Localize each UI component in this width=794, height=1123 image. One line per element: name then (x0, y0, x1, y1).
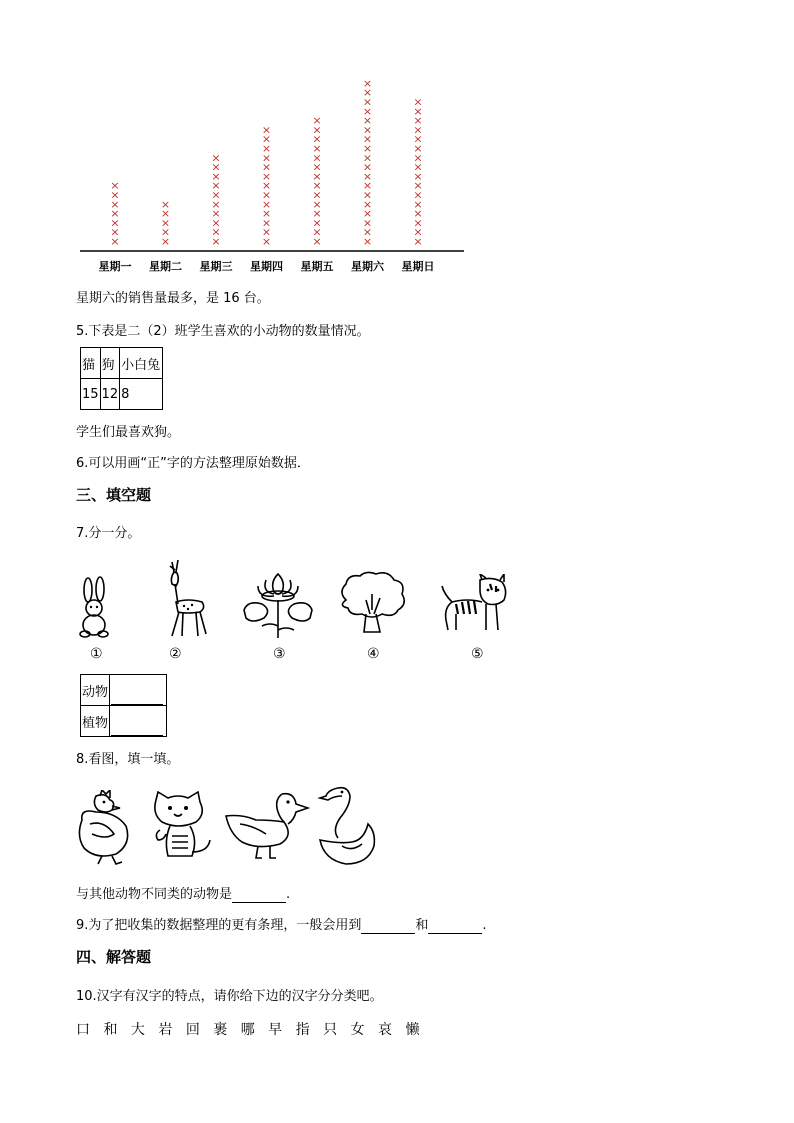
x-mark: × (261, 197, 272, 211)
q5-table (80, 347, 163, 410)
x-mark: × (261, 142, 272, 155)
x-mark: × (312, 188, 322, 202)
category-label: 星期四 (250, 260, 283, 273)
character: 和 (103, 1022, 118, 1038)
q4-statement: 星期六的销售量最多，是 16 台。 (76, 291, 270, 306)
cat-icon (146, 790, 216, 866)
q7-answer-plants[interactable] (111, 735, 163, 736)
character: 只 (323, 1022, 338, 1038)
section-3-title: 三、填空题 (76, 486, 152, 504)
x-mark: × (362, 76, 373, 90)
q7-label-plants: 植物 (81, 706, 110, 737)
x-mark: × (110, 225, 120, 239)
x-mark: × (413, 169, 423, 183)
x-mark: × (413, 197, 423, 211)
x-mark: × (413, 142, 423, 155)
q7-answer-animals[interactable] (111, 704, 163, 705)
category-label: 星期二 (149, 260, 182, 273)
picture-number-1: ① (90, 646, 103, 662)
x-mark: × (110, 179, 120, 193)
x-mark: × (312, 207, 322, 221)
q9-answer-blank-1[interactable] (361, 933, 415, 934)
x-mark: × (362, 235, 373, 248)
x-mark: × (312, 225, 322, 239)
x-mark: × (261, 169, 272, 183)
x-mark: × (362, 207, 373, 221)
x-mark: × (160, 235, 171, 248)
x-mark: × (211, 197, 221, 211)
q8-statement-text: 与其他动物不同类的动物是 (76, 887, 233, 902)
x-mark: × (413, 207, 423, 221)
q5-statement: 学生们最喜欢狗。 (76, 425, 181, 440)
q7-prompt: 7.分一分。 (76, 526, 141, 541)
x-mark: × (160, 207, 171, 221)
x-mark: × (160, 225, 171, 239)
q7-row-plants (81, 706, 167, 737)
q5-value-row (81, 379, 163, 410)
x-mark: × (413, 160, 423, 174)
x-mark: × (211, 179, 221, 193)
x-mark: × (261, 123, 272, 137)
q5-header-dog: 狗 (100, 348, 120, 379)
x-mark: × (413, 225, 423, 239)
x-mark: × (413, 235, 423, 248)
character: 哀 (377, 1022, 392, 1038)
x-mark: × (362, 225, 373, 239)
category-label: 星期三 (199, 260, 233, 273)
swan-icon (312, 784, 378, 870)
x-mark: × (413, 151, 423, 165)
q9-statement (76, 918, 487, 934)
x-mark: × (312, 123, 322, 137)
q9-statement-and: 和 (415, 918, 429, 933)
q5-header-rabbit: 小白兔 (120, 348, 163, 379)
x-mark: × (413, 95, 423, 109)
x-mark: × (312, 197, 322, 211)
x-mark: × (110, 188, 120, 202)
x-mark: × (110, 235, 120, 248)
q8-answer-blank[interactable] (232, 902, 286, 903)
x-mark: × (362, 123, 373, 137)
x-mark: × (362, 179, 373, 193)
x-mark: × (110, 207, 120, 221)
q7-row-animals (81, 675, 167, 706)
chicken-icon (76, 790, 140, 866)
lotus-icon (240, 570, 316, 640)
q10-prompt: 10.汉字有汉字的特点，请你给下边的汉字分分类吧。 (76, 989, 383, 1004)
x-mark: × (362, 197, 373, 211)
character: 大 (130, 1022, 145, 1038)
x-mark: × (312, 179, 322, 193)
character: 早 (268, 1022, 283, 1038)
character: 指 (295, 1022, 310, 1038)
q9-statement-text: 9.为了把收集的数据整理的更有条理，一般会用到 (76, 918, 362, 933)
x-mark: × (362, 86, 373, 100)
x-mark: × (261, 151, 272, 165)
q6-statement: 6.可以用画“正”字的方法整理原始数据． (76, 456, 310, 471)
character: 哪 (240, 1022, 255, 1038)
q7-label-animals: 动物 (81, 675, 110, 706)
x-mark: × (110, 216, 120, 230)
x-mark: × (413, 188, 423, 202)
category-label: 星期五 (300, 260, 334, 273)
character: 懒 (405, 1022, 420, 1038)
picture-number-3: ③ (273, 646, 286, 662)
x-mark: × (211, 169, 221, 183)
q5-header-row (81, 348, 163, 379)
x-mark: × (211, 235, 221, 248)
x-mark: × (312, 142, 322, 155)
picture-number-5: ⑤ (471, 646, 484, 662)
character: 女 (350, 1022, 365, 1038)
x-mark: × (261, 179, 272, 193)
x-mark: × (160, 197, 171, 211)
x-mark: × (261, 216, 272, 230)
x-mark: × (261, 132, 272, 146)
q10-character-list (76, 1019, 428, 1039)
tiger-icon (440, 574, 510, 632)
duck-icon (222, 790, 310, 862)
q8-statement-end: . (286, 887, 291, 902)
x-mark: × (312, 114, 322, 128)
x-mark: × (261, 207, 272, 221)
x-mark: × (413, 216, 423, 230)
q5-prompt: 5.下表是二（2）班学生喜欢的小动物的数量情况。 (76, 324, 370, 339)
x-mark: × (362, 160, 373, 174)
deer-icon (158, 558, 210, 640)
x-mark: × (211, 160, 221, 174)
category-label: 星期日 (401, 260, 435, 273)
x-mark: × (362, 104, 373, 118)
x-mark: × (211, 188, 221, 202)
character: 裹 (213, 1022, 228, 1038)
x-mark: × (413, 123, 423, 137)
x-mark: × (211, 225, 221, 239)
x-mark: × (362, 216, 373, 230)
category-label: 星期六 (351, 260, 384, 273)
q9-answer-blank-2[interactable] (428, 933, 482, 934)
character: 岩 (158, 1022, 173, 1038)
q5-value-rabbit: 8 (120, 379, 163, 410)
q7-classification-table (80, 674, 167, 737)
x-mark: × (413, 104, 423, 118)
section-4-title: 四、解答题 (76, 948, 152, 966)
character: 口 (76, 1022, 90, 1038)
x-mark: × (312, 216, 322, 230)
x-mark: × (211, 207, 221, 221)
x-mark: × (160, 216, 171, 230)
x-mark: × (312, 151, 322, 165)
sales-pictograph-chart (70, 70, 470, 280)
tree-icon (336, 570, 408, 636)
x-mark: × (211, 151, 221, 165)
x-mark: × (312, 160, 322, 174)
x-mark: × (261, 235, 272, 248)
x-mark: × (362, 188, 373, 202)
x-mark: × (362, 142, 373, 155)
x-mark: × (413, 132, 423, 146)
picture-number-2: ② (169, 646, 182, 662)
x-mark: × (413, 179, 423, 193)
x-mark: × (362, 132, 373, 146)
x-mark: × (362, 114, 373, 128)
q5-header-cat: 猫 (81, 348, 101, 379)
q5-value-cat: 15 (81, 379, 101, 410)
q8-prompt: 8.看图，填一填。 (76, 752, 180, 767)
q9-statement-end: . (482, 918, 487, 933)
x-mark: × (413, 114, 423, 128)
x-mark: × (261, 188, 272, 202)
x-mark: × (362, 151, 373, 165)
picture-number-4: ④ (367, 646, 380, 662)
x-mark: × (362, 169, 373, 183)
x-mark: × (261, 160, 272, 174)
q8-statement (76, 887, 290, 903)
x-mark: × (312, 235, 322, 248)
x-mark: × (211, 216, 221, 230)
x-mark: × (362, 95, 373, 109)
x-mark: × (110, 197, 120, 211)
x-mark: × (261, 225, 272, 239)
character: 回 (185, 1022, 200, 1038)
category-label: 星期一 (98, 260, 132, 273)
x-mark: × (312, 169, 322, 183)
q5-value-dog: 12 (100, 379, 120, 410)
x-mark: × (312, 132, 322, 146)
rabbit-icon (74, 576, 114, 638)
